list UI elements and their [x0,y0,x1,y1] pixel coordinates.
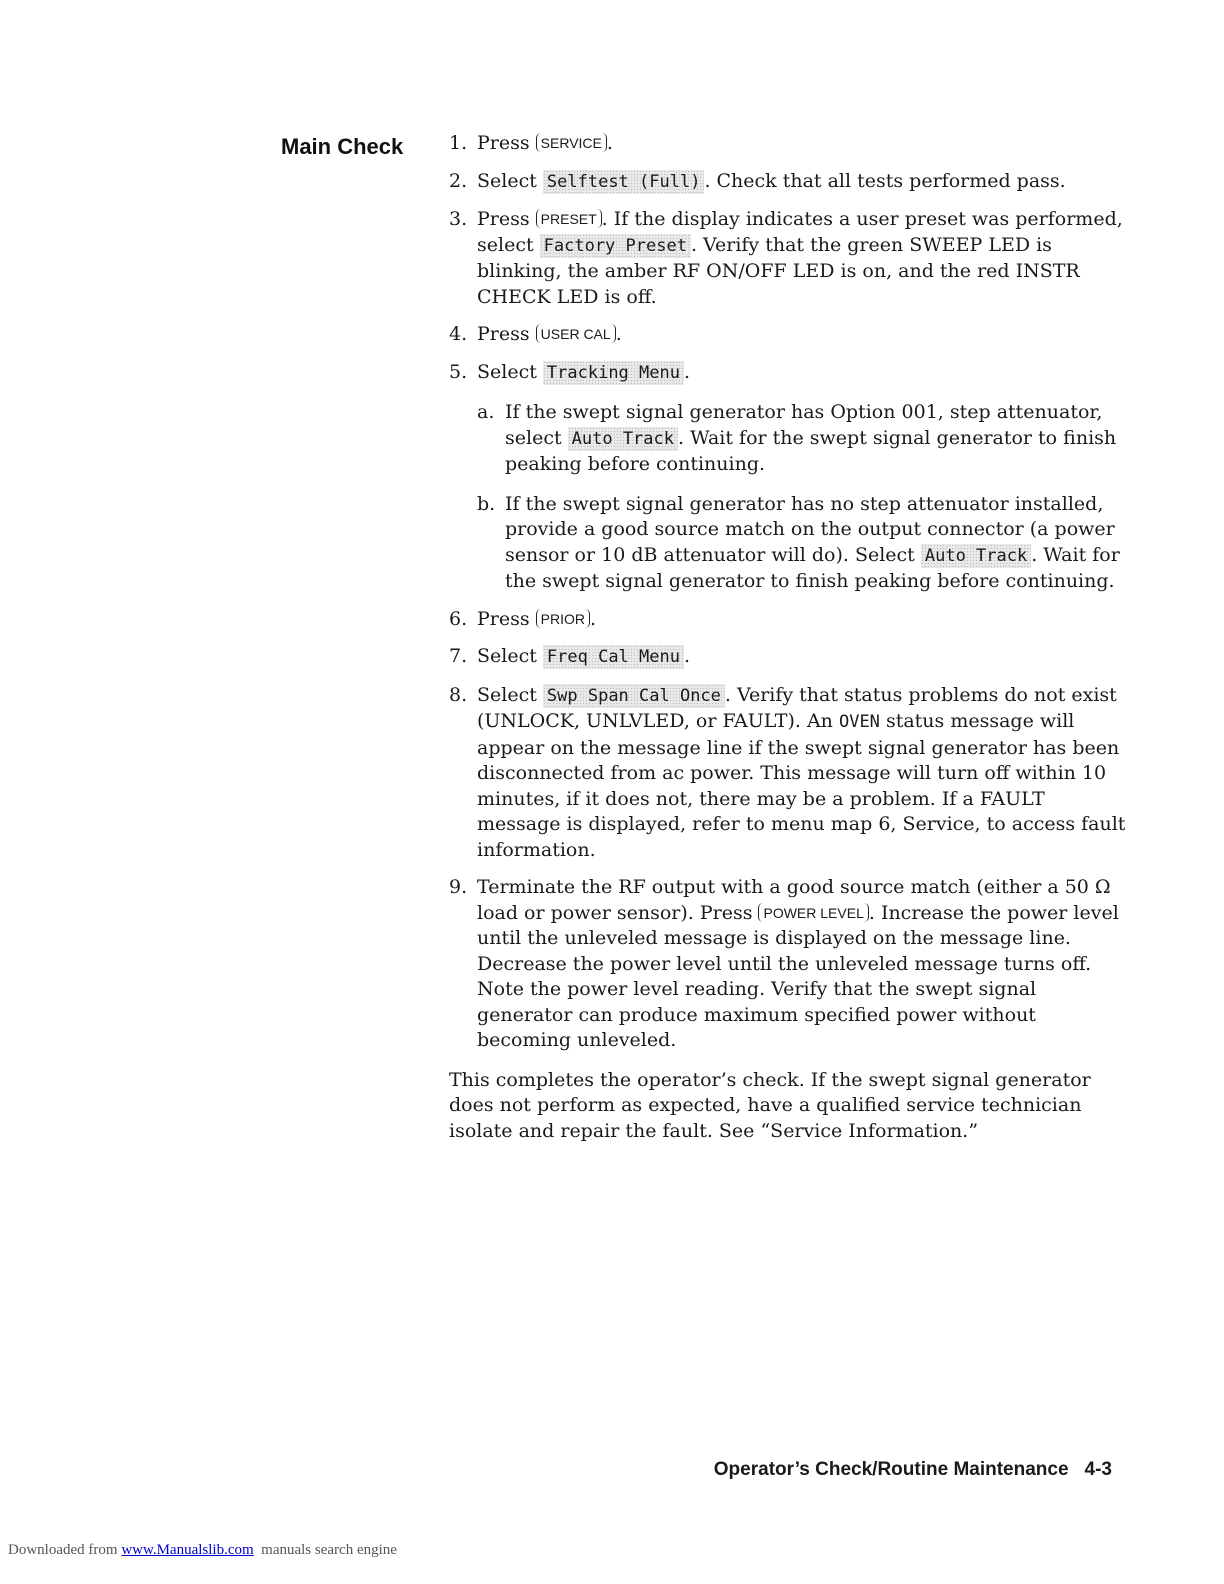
step-number: 9. [449,876,468,898]
auto-track-softkey: Auto Track [568,427,678,451]
step-number: 8. [449,683,468,706]
substep-a [477,400,1129,478]
step-number: 5. [449,360,468,383]
footer-chapter-title: Operator’s Check/Routine Maintenance [713,1459,1069,1480]
substep-letter: b. [477,492,496,515]
step-text: . [615,323,622,345]
step-number: 3. [449,208,468,230]
step-text: If the swept signal generator has Option 001, step attenuator, select [505,401,1103,449]
tracking-menu-softkey: Tracking Menu [543,361,684,385]
step-number: 7. [449,645,468,667]
step-9 [449,875,1129,1054]
step-5 [449,360,1129,595]
section-title: Main Check [281,134,404,159]
substep-letter: a. [477,401,495,423]
step-text: . Wait for the swept signal generator to finish peaking before continuing. [505,426,1117,475]
step-text: . Verify that status problems do not exist (UNLOCK, UNLVLED, or FAULT). An [477,683,1117,732]
prior-hardkey: PRIOR [536,609,590,628]
step-text: . If the display indicates a user preset was performed, select [477,208,1123,256]
step-text: . [683,360,691,383]
step-text: status message will appear on the message line if the swept signal generator has been disconnected from ac power. This message will turn off within 10 minutes, if it does not, there may be a problem. If a FAULT message is displayed, refer to menu map 6, Service, to access fault information. [477,710,1126,861]
step-7 [449,644,1129,671]
download-suffix: manuals search engine [253,1542,397,1558]
step-number: 2. [449,169,468,192]
auto-track-softkey: Auto Track [921,544,1031,568]
closing-paragraph: This completes the operator’s check. If the swept signal generator does not perform as expected, have a qualified service technician isolate and repair the fault. See “Service Information.” [449,1068,1091,1142]
step-text: Select [477,360,543,383]
step-text: Select [477,169,543,192]
procedure-steps [449,131,1129,1144]
factory-preset-softkey: Factory Preset [540,234,691,258]
download-prefix: Downloaded from [8,1542,122,1558]
preset-hardkey: PRESET [536,209,602,228]
step-text: . Verify that the green SWEEP LED is blinking, the amber RF ON/OFF LED is on, and the red INSTR CHECK LED is off. [477,233,1080,308]
page-number: 4-3 [1084,1459,1112,1480]
step-text: If the swept signal generator has no step attenuator installed, provide a good source match on the output connector (a power sensor or 10 dB attenuator will do). Select [505,492,1115,566]
step-text: Terminate the RF output with a good source match (either a 50 Ω load or power sensor). Press [477,876,1111,924]
step-4 [449,322,1129,348]
step-8 [449,683,1129,864]
step-text: . Increase the power level until the unleveled message is displayed on the message line. Decrease the power level until the unleveled message turns off. Note the power level reading. Verify that the swept signal generator can produce maximum specified power without becoming unleveled. [477,901,1119,1051]
step-3 [449,207,1129,310]
power-level-hardkey: POWER LEVEL [758,903,868,922]
step-text: Press [477,208,536,230]
step-number: 6. [449,607,468,630]
step-text: Press [477,323,536,345]
step-text: . Wait for the swept signal generator to finish peaking before continuing. [505,543,1120,592]
step-text: . [590,607,597,630]
selftest-full-softkey: Selftest (Full) [543,170,705,194]
freq-cal-menu-softkey: Freq Cal Menu [543,645,684,669]
oven-status-message: OVEN [838,712,880,732]
step-text: . [683,645,691,667]
step-text: . [606,132,613,154]
step-text: Press [477,132,536,154]
page-footer [714,1459,1112,1481]
user-cal-hardkey: USER CAL [536,324,616,343]
step-number: 4. [449,323,468,345]
step-6 [449,607,1129,633]
download-notice [8,1542,397,1559]
step-text: Select [477,683,543,706]
substep-b [477,492,1129,595]
swp-span-cal-once-softkey: Swp Span Cal Once [543,684,725,708]
step-2 [449,169,1129,196]
manualslib-link[interactable]: www.Manualslib.com [121,1542,254,1558]
service-hardkey: SERVICE [536,133,607,152]
step-text: Press [477,607,536,630]
step-1 [449,131,1129,157]
step-text: . Check that all tests performed pass. [704,169,1066,192]
step-text: Select [477,645,543,667]
step-number: 1. [449,132,468,154]
